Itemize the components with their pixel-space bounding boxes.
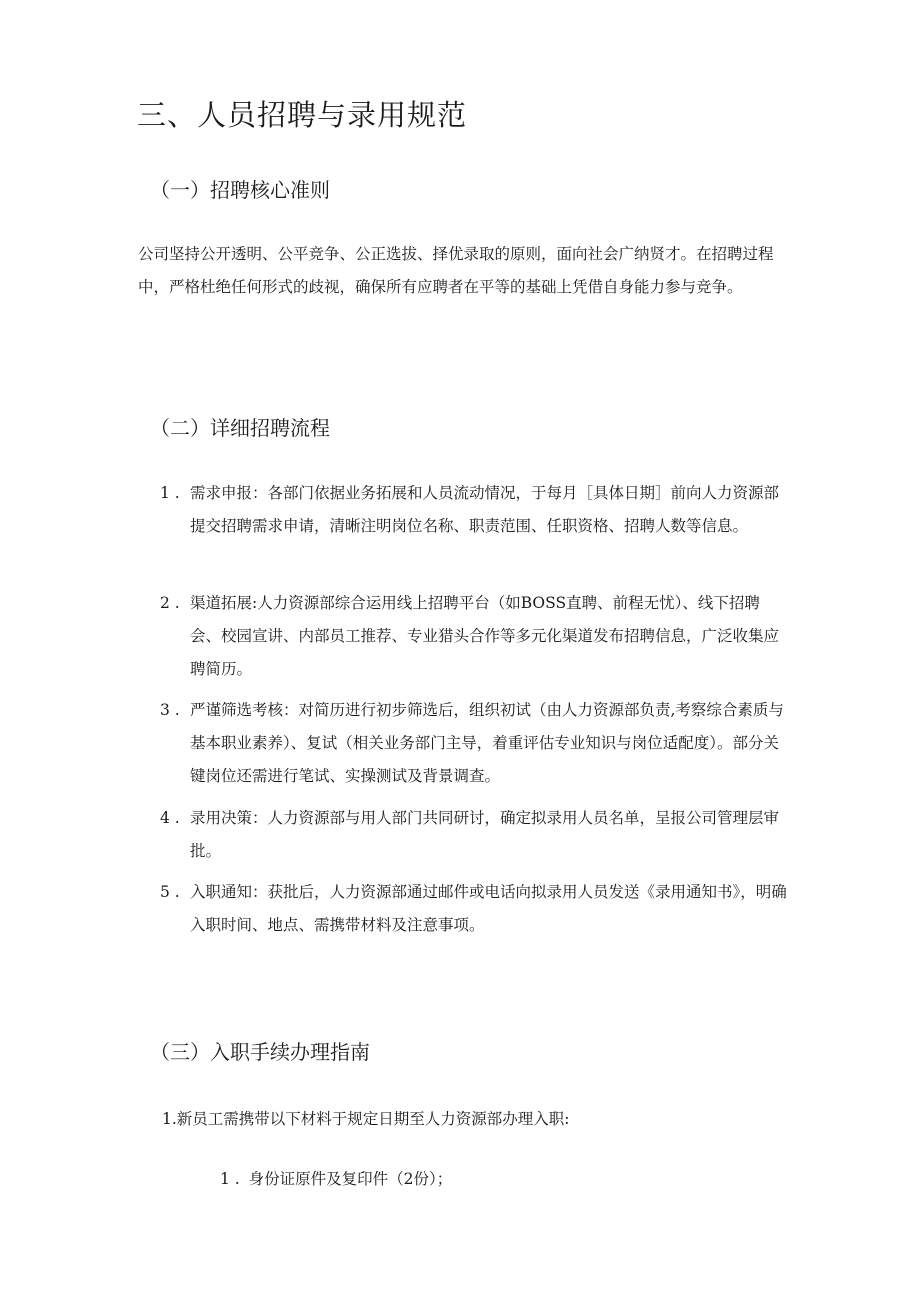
process-item-number: 4 . — [160, 809, 180, 827]
core-paragraph: 公司坚持公开透明、公平竞争、公正选拔、择优录取的原则，面向社会广纳贤才。在招聘过程中，严格杜绝任何形式的歧视，确保所有应聘者在平等的基础上凭借自身能力参与竞争。 — [138, 245, 774, 296]
process-item — [160, 876, 790, 942]
onboarding-heading: （三）入职手续办理指南 — [150, 1040, 370, 1064]
section-title: 三、人员招聘与录用规范 — [137, 98, 468, 132]
core-heading: （一）招聘核心准则 — [150, 178, 330, 202]
process-item-text: 严谨筛选考核：对简历进行初步筛选后，组织初试（由人力资源部负责,考察综合素质与基本职业素养）、复试（相关业务部门主导，着重评估专业知识与岗位适配度）。部分关键岗位还需进行笔试、实操测试及背景调查。 — [190, 701, 784, 785]
process-heading: （二）详细招聘流程 — [150, 416, 330, 440]
process-item-number: 3 . — [160, 701, 180, 719]
process-item-text: 入职通知：获批后，人力资源部通过邮件或电话向拟录用人员发送《录用通知书》，明确入职时间、地点、需携带材料及注意事项。 — [190, 883, 787, 934]
process-item — [160, 694, 790, 793]
process-item — [160, 477, 790, 543]
process-item-text: 录用决策：人力资源部与用人部门共同研讨，确定拟录用人员名单，呈报公司管理层审批。 — [190, 809, 780, 860]
process-item — [160, 587, 790, 686]
process-item-text: 渠道拓展:人力资源部综合运用线上招聘平台（如BOSS直聘、前程无忧）、线下招聘会、校园宣讲、内部员工推荐、专业猎头合作等多元化渠道发布招聘信息，广泛收集应聘简历。 — [190, 594, 780, 678]
onboarding-sub-item — [220, 1163, 452, 1196]
onboarding-intro: 1.新员工需携带以下材料于规定日期至人力资源部办理入职: — [162, 1110, 570, 1128]
process-item — [160, 802, 790, 868]
process-item-text: 需求申报：各部门依据业务拓展和人员流动情况，于每月［具体日期］前向人力资源部提交招聘需求申请，清晰注明岗位名称、职责范围、任职资格、招聘人数等信息。 — [190, 484, 780, 535]
process-item-number: 5 . — [160, 883, 180, 901]
onboarding-sub-item-number: 1 . — [220, 1170, 240, 1188]
process-item-number: 1 . — [160, 484, 180, 502]
onboarding-sub-item-text: 身份证原件及复印件（2份）； — [248, 1170, 453, 1188]
process-item-number: 2 . — [160, 594, 180, 612]
